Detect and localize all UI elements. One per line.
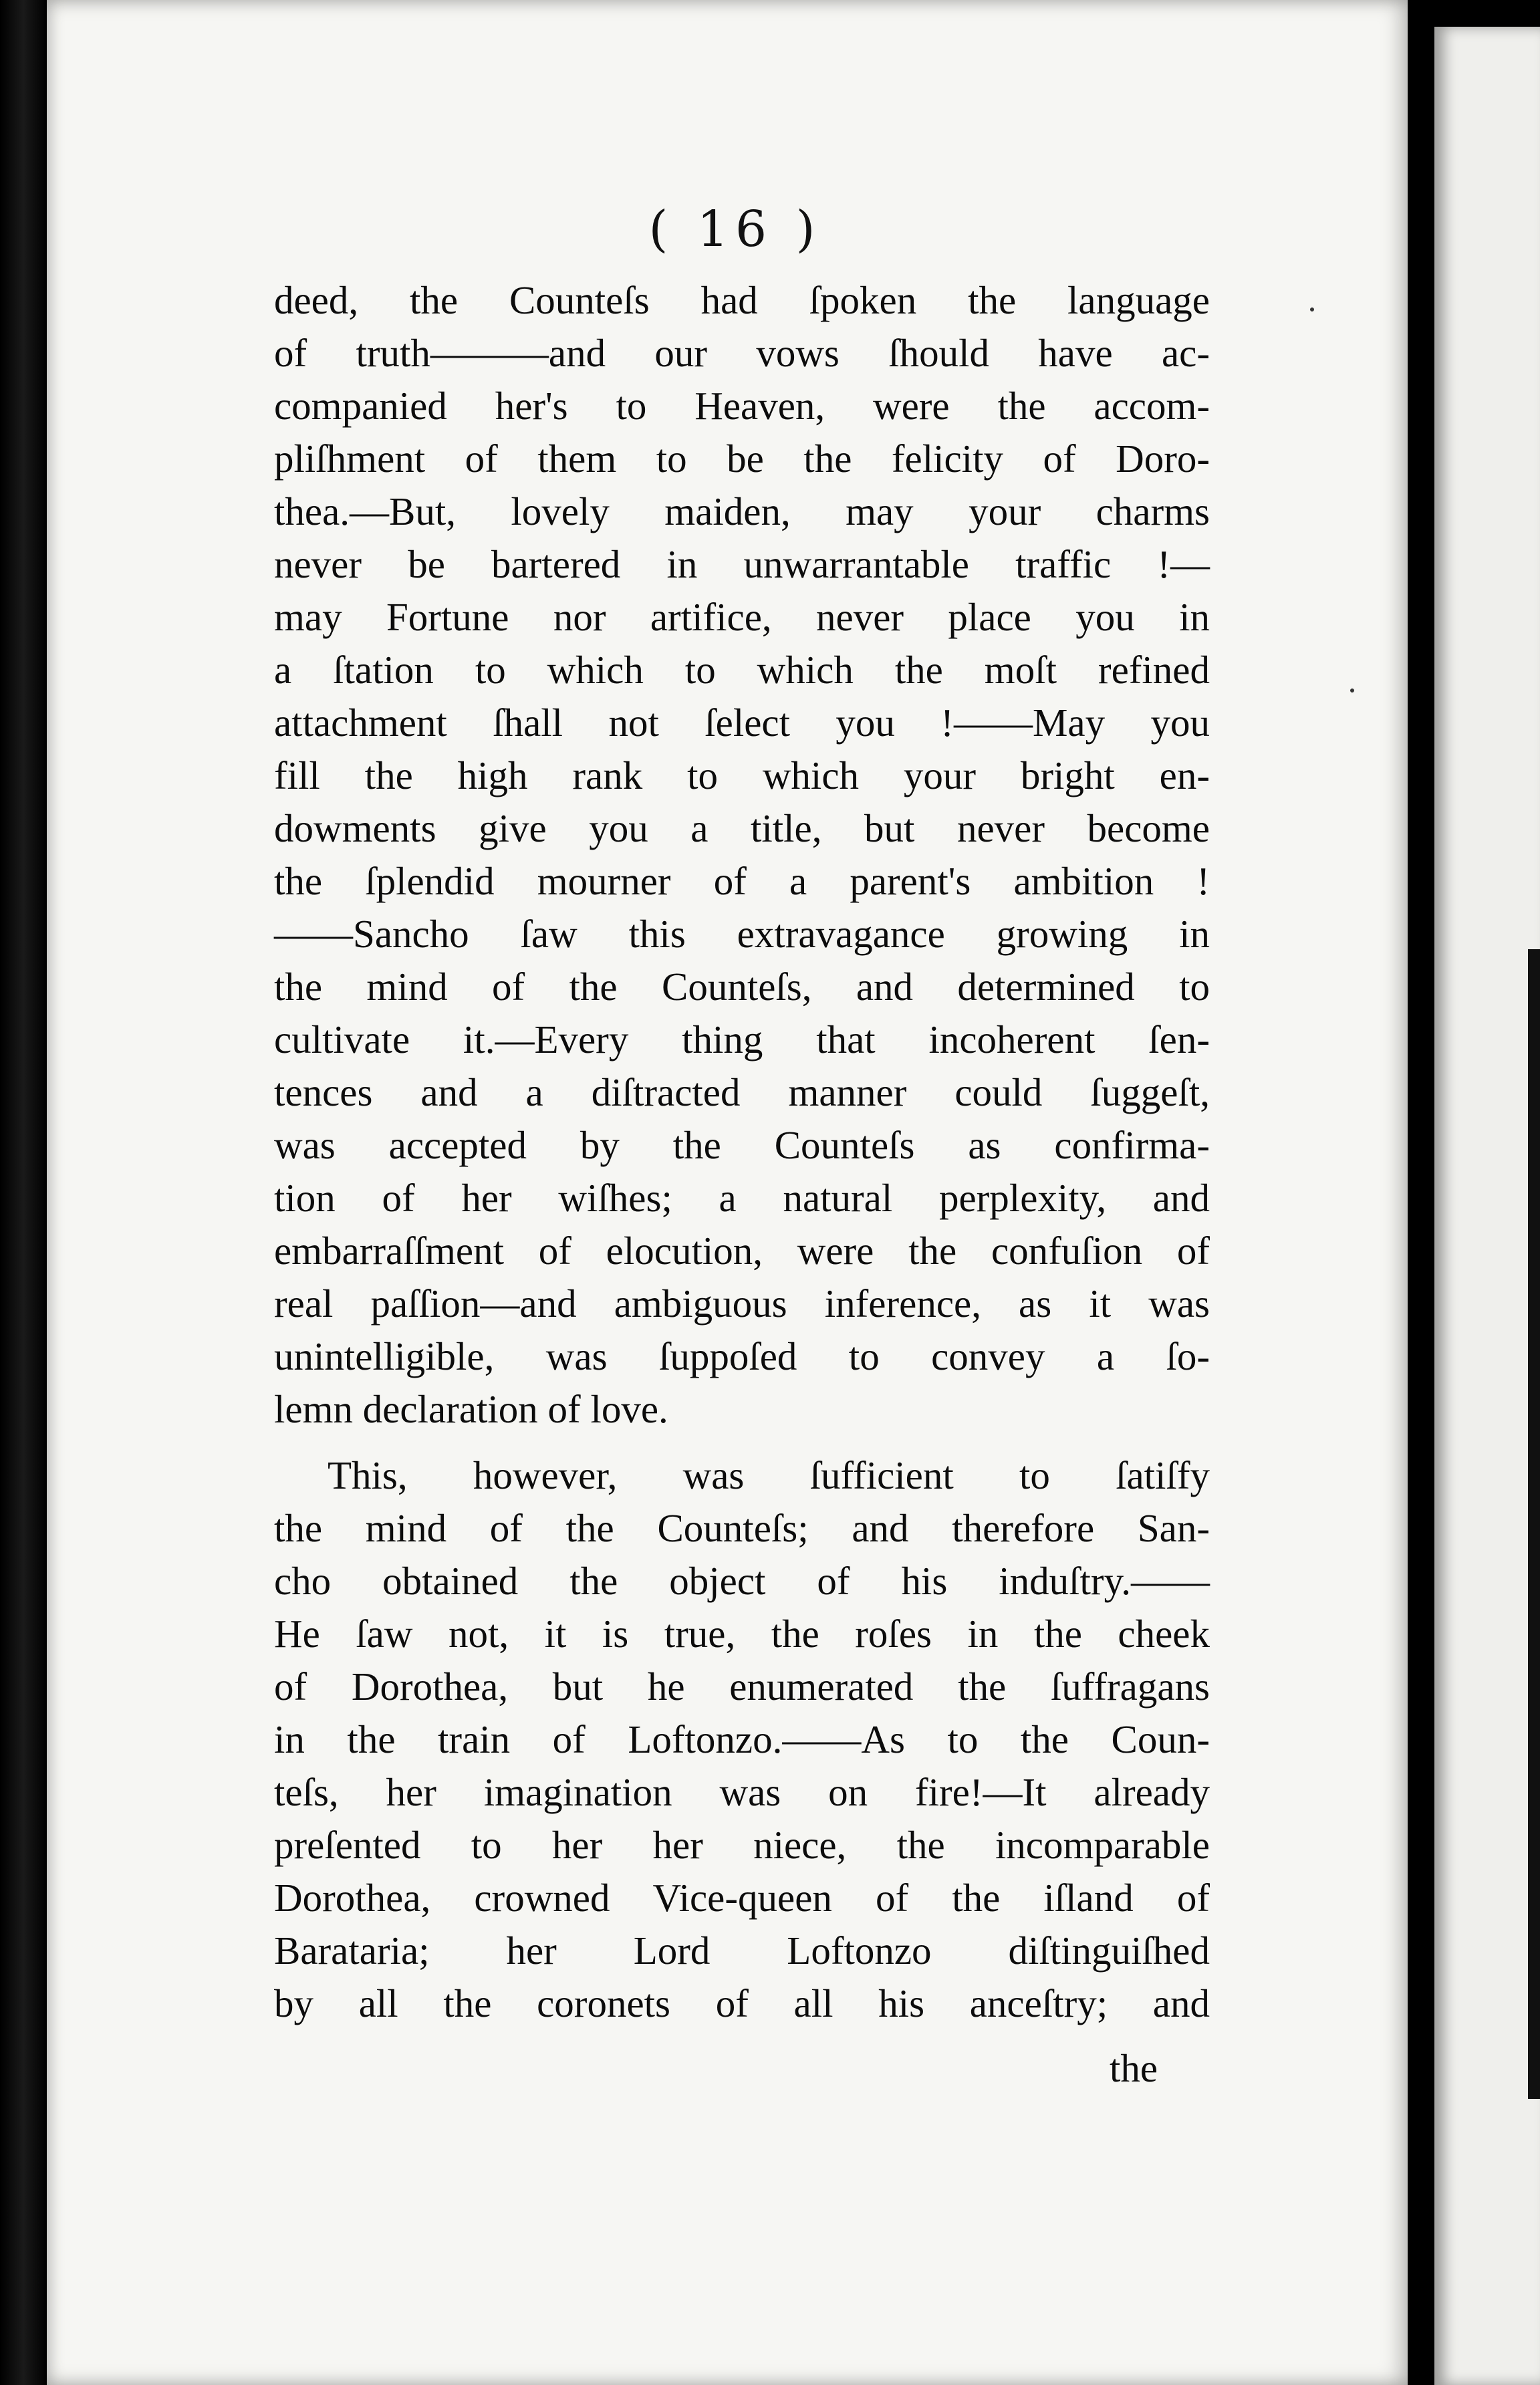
text-line: embarraſſment of elocution, were the confuſion of [274, 1229, 1210, 1273]
text-line: of truth———and our vows ſhould have ac- [274, 331, 1210, 375]
facing-page-shadow [1528, 949, 1540, 2099]
body-text [274, 274, 1210, 2030]
text-line: teſs, her imagination was on fire!—It already [274, 1770, 1210, 1814]
book-edge-left [0, 0, 47, 2385]
text-line: He ſaw not, it is true, the roſes in the cheek [274, 1612, 1210, 1656]
text-line: the mind of the Counteſs; and therefore San- [274, 1506, 1210, 1550]
text-line: Dorothea, crowned Vice-queen of the iſland of [274, 1876, 1210, 1920]
text-line: may Fortune nor artifice, never place you in [274, 595, 1210, 639]
text-line: the ſplendid mourner of a parent's ambition ! [274, 859, 1210, 903]
text-line: a ſtation to which to which the moſt refined [274, 648, 1210, 692]
text-line: cho obtained the object of his induſtry.—— [274, 1559, 1210, 1603]
text-line: in the train of Loftonzo.——As to the Coun- [274, 1717, 1210, 1761]
text-line: ——Sancho ſaw this extravagance growing in [274, 912, 1210, 956]
text-line: fill the high rank to which your bright en- [274, 753, 1210, 797]
text-line: pliſhment of them to be the felicity of Doro- [274, 436, 1210, 481]
facing-page-edge [1434, 27, 1540, 2385]
text-line: real paſſion—and ambiguous inference, as it was [274, 1281, 1210, 1326]
paper-speck [1350, 688, 1354, 693]
page-number: ( 16 ) [648, 201, 822, 258]
paragraph-start-line: This, however, was ſufficient to ſatiſfy [328, 1453, 1210, 1497]
catchword: the [1110, 2046, 1158, 2090]
text-line: lemn declaration of love. [274, 1387, 668, 1431]
text-line: dowments give you a title, but never become [274, 806, 1210, 850]
text-line: cultivate it.—Every thing that incoherent ſen- [274, 1017, 1210, 1061]
text-line: Barataria; her Lord Loftonzo diſtinguiſhed [274, 1928, 1210, 1973]
text-line: preſented to her her niece, the incomparable [274, 1823, 1210, 1867]
text-line: by all the coronets of all his anceſtry; and [274, 1981, 1210, 2025]
text-line: tion of her wiſhes; a natural perplexity, and [274, 1176, 1210, 1220]
text-line: was accepted by the Counteſs as confirma- [274, 1123, 1210, 1167]
text-line: unintelligible, was ſuppoſed to convey a ſo- [274, 1334, 1210, 1378]
text-line: thea.—But, lovely maiden, may your charms [274, 489, 1210, 533]
paper-speck [1310, 307, 1314, 311]
text-line: the mind of the Counteſs, and determined to [274, 965, 1210, 1009]
text-line: deed, the Counteſs had ſpoken the language [274, 278, 1210, 322]
text-line: of Dorothea, but he enumerated the ſuffragans [274, 1664, 1210, 1709]
text-line: tences and a diſtracted manner could ſuggeſt, [274, 1070, 1210, 1114]
text-line: companied her's to Heaven, were the accom- [274, 384, 1210, 428]
text-line: attachment ſhall not ſelect you !——May you [274, 701, 1210, 745]
page-gutter [1408, 0, 1434, 2385]
text-line: never be bartered in unwarrantable traffic !— [274, 542, 1210, 586]
